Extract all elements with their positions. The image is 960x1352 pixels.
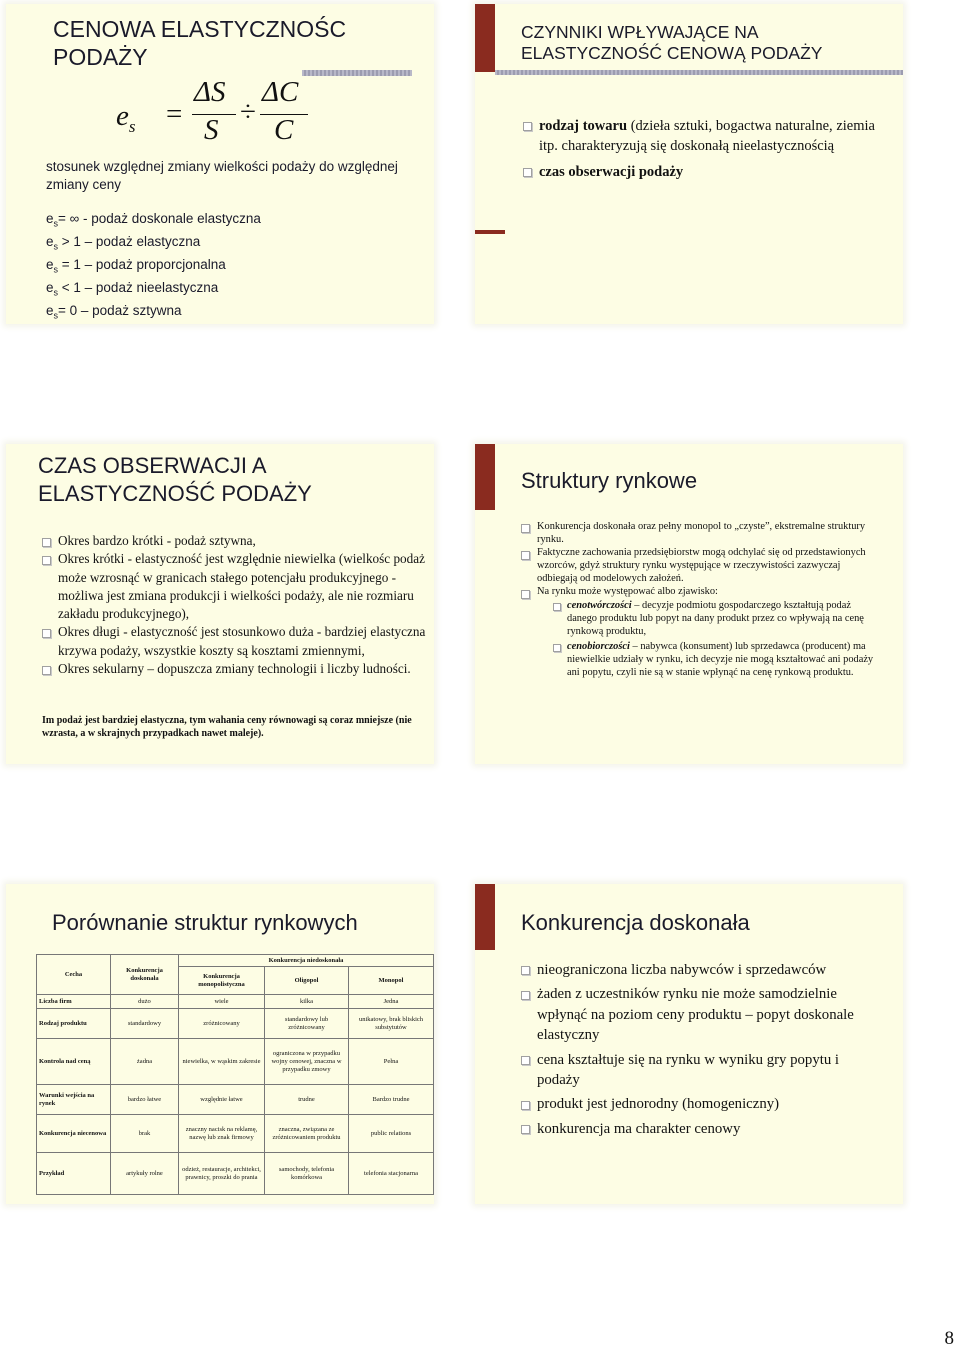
table-cell: Pełna [349,1039,434,1085]
accent-bar [475,884,495,950]
table-header-row [37,955,434,967]
table-cell: odzież, restauracje, architekci, prawnicy, proszki do prania [179,1153,265,1195]
slide-title: Konkurencja doskonała [521,910,750,935]
table-header-cell: Konkurencja monopolistyczna [179,967,265,995]
formula-description: stosunek względnej zmiany wielkości podaży do względnej zmiany ceny [46,159,398,192]
table-header-group: Konkurencja niedoskonała [179,955,434,967]
slide-structures-comparison [6,884,434,1204]
bullet-item: Faktyczne zachowania przedsiębiorstw mogą odchylać się od przedstawionych wzorców, gdyż struktury rynku występujące w rzeczywistości zazwyczaj odbiegają od modelowych założeń. [521,546,881,585]
competition-features-list [521,960,881,1139]
table-cell: znaczna, związana ze zróżnicowaniem produktu [265,1115,349,1153]
table-row [37,1039,434,1085]
slide-perfect-competition [475,884,903,1204]
table-cell: Jedna [349,995,434,1009]
table-cell: znaczny nacisk na reklamę, nazwę lub znak firmowy [179,1115,265,1153]
table-cell: Konkurencja niecenowa [37,1115,111,1153]
bullet-item: Okres sekularny – dopuszcza zmiany technologii i liczby ludności. [42,660,426,678]
bullet-item: produkt jest jednorodny (homogeniczny) [521,1094,881,1114]
table-header-cell: Monopol [349,967,434,995]
table-cell: Rodzaj produktu [37,1009,111,1039]
case-line: $e_s < 1$ – podaż nieelastyczna [46,280,219,298]
formula-lhs: $e_s$ [116,100,136,136]
case-line: $e_s = 1$ – podaż proporcjonalna [46,257,226,275]
slide-title: Porównanie struktur rynkowych [52,910,358,935]
table-cell: niewielka, w wąskim zakresie [179,1039,265,1085]
table-row [37,1009,434,1039]
table-row [37,1153,434,1195]
elasticity-cases [46,210,261,324]
table-cell: Warunki wejścia na rynek [37,1085,111,1115]
title-underline [302,70,412,76]
formula-num2: ΔC [262,76,299,108]
table-cell: względnie łatwe [179,1085,265,1115]
elasticity-formula [116,76,316,150]
sub-bullet-item: cenobiorczości – nabywca (konsument) lub sprzedawca (producent) ma niewielkie udziały w rynku, ich decyzje nie mogą kształtować ani podaży ani popytu, czyli nie są w stanie wpłynąć na cenę rynkową produktu. [553,640,881,679]
bullet-item: konkurencja ma charakter cenowy [521,1119,881,1139]
slide-title: CZAS OBSERWACJI A ELASTYCZNOŚĆ PODAŻY [38,453,312,506]
case-line: $e_s= 0$ – podaż sztywna [46,303,182,322]
structures-list [521,520,881,679]
title-underline [495,70,903,75]
page-number: 8 [944,1328,954,1349]
slide-note: Im podaż jest bardziej elastyczna, tym wahania ceny równowagi są coraz mniejsze (nie wzrasta, a w skrajnych przypadkach nawet maleje). [42,715,412,739]
bullet-item: Na rynku może występować albo zjawisko: cenotwórczości – decyzje podmiotu gospodarczego kształtują podaż danego produktu lub popyt na dany produkt przez co wpływają na cenę rynkową produktu, cenobiorczości – nabywca (konsument) lub sprzedawca (producent) ma niewielkie udziały w rynku, ich decyzje nie mogą kształtować ani podaży ani popytu, czyli nie są w stanie wpłynąć na cenę rynkową produktu. [521,585,881,679]
table-cell: trudne [265,1085,349,1115]
bullet-item: czas obserwacji podaży [523,162,875,182]
slide-observation-time [6,444,434,764]
bullet-item: Okres bardzo krótki - podaż sztywna, [42,532,426,550]
table-cell: Kontrola nad ceną [37,1039,111,1085]
slide-title: Struktury rynkowe [521,468,698,493]
table-cell: Przykład [37,1153,111,1195]
table-cell: standardowy lub zróżnicowany [265,1009,349,1039]
table-header-cell: Cecha [37,955,111,995]
table-cell: Bardzo trudne [349,1085,434,1115]
table-cell: zróżnicowany [179,1009,265,1039]
bullet-item: cena kształtuje się na rynku w wyniku gry popytu i podaży [521,1050,881,1091]
formula-den2: C [274,114,294,146]
table-cell: Liczba firm [37,995,111,1009]
factors-list [523,116,875,182]
table-cell: ograniczona w przypadku wojny cenowej, znaczna w przypadku zmowy [265,1039,349,1085]
table-cell: artykuły rolne [111,1153,179,1195]
bullet-item: Okres długi - elastyczność jest stosunkowo duża - bardziej elastyczna krzywa podaży, wszystkie koszty są kosztami zmiennymi, [42,623,426,660]
slide-title: CZYNNIKI WPŁYWAJĄCE NA ELASTYCZNOŚĆ CENOWĄ PODAŻY [521,22,823,63]
table-cell: unikatowy, brak bliskich substytutów [349,1009,434,1039]
slide-title: CENOWA ELASTYCZNOŚC PODAŻY [53,16,347,70]
table-cell: wiele [179,995,265,1009]
accent-bar-small [475,230,505,234]
accent-bar [475,444,495,510]
slide-supply-factors [475,4,903,324]
bullet-item: żaden z uczestników rynku nie może samodzielnie wpłynąć na poziom ceny produktu – popyt doskonale elastyczny [521,984,881,1045]
table-cell: żadna [111,1039,179,1085]
case-line: $e_s=$ ∞ - podaż doskonale elastyczna [46,211,261,229]
table-cell: standardowy [111,1009,179,1039]
table-cell: telefonia stacjonarna [349,1153,434,1195]
slide-market-structures [475,444,903,764]
bullet-item: Konkurencja doskonała oraz pełny monopol to „czyste”, ekstremalne struktury rynku. [521,520,881,546]
table-row [37,1085,434,1115]
bullet-item: rodzaj towaru (dzieła sztuki, bogactwa naturalne, ziemia itp. charakteryzują się doskonałą nieelastycznością [523,116,875,156]
formula-num1: ΔS [194,76,226,108]
formula-equals: = [166,98,183,130]
table-cell: public relations [349,1115,434,1153]
bullet-item: nieograniczona liczba nabywców i sprzedawców [521,960,881,980]
table-cell: brak [111,1115,179,1153]
formula-divide: ÷ [240,96,256,128]
phenomena-list [553,599,881,680]
bullet-item: Okres krótki - elastyczność jest względnie niewielka (wielkośc podaż może wzrosnąć w granicach stałego potencjału produkcyjnego - możliwa jest zmiana produkcji i wielkości podaży, ale nie rozmiaru zakładu produkcyjnego), [42,550,426,623]
comparison-table [36,954,434,1195]
table-cell: samochody, telefonia komórkowa [265,1153,349,1195]
slide-supply-elasticity [6,4,434,324]
accent-bar [475,4,495,72]
table-cell: kilka [265,995,349,1009]
table-row [37,995,434,1009]
case-line: $e_s > 1$ – podaż elastyczna [46,234,201,252]
table-row [37,1115,434,1153]
formula-den1: S [204,114,219,146]
table-cell: dużo [111,995,179,1009]
table-cell: bardzo łatwe [111,1085,179,1115]
periods-list [42,532,426,678]
table-header-cell: Oligopol [265,967,349,995]
sub-bullet-item: cenotwórczości – decyzje podmiotu gospodarczego kształtują podaż danego produktu lub popyt na dany produkt przez co wpływają na cenę rynkową produktu, [553,599,881,638]
table-header-cell: Konkurencja doskonała [111,955,179,995]
